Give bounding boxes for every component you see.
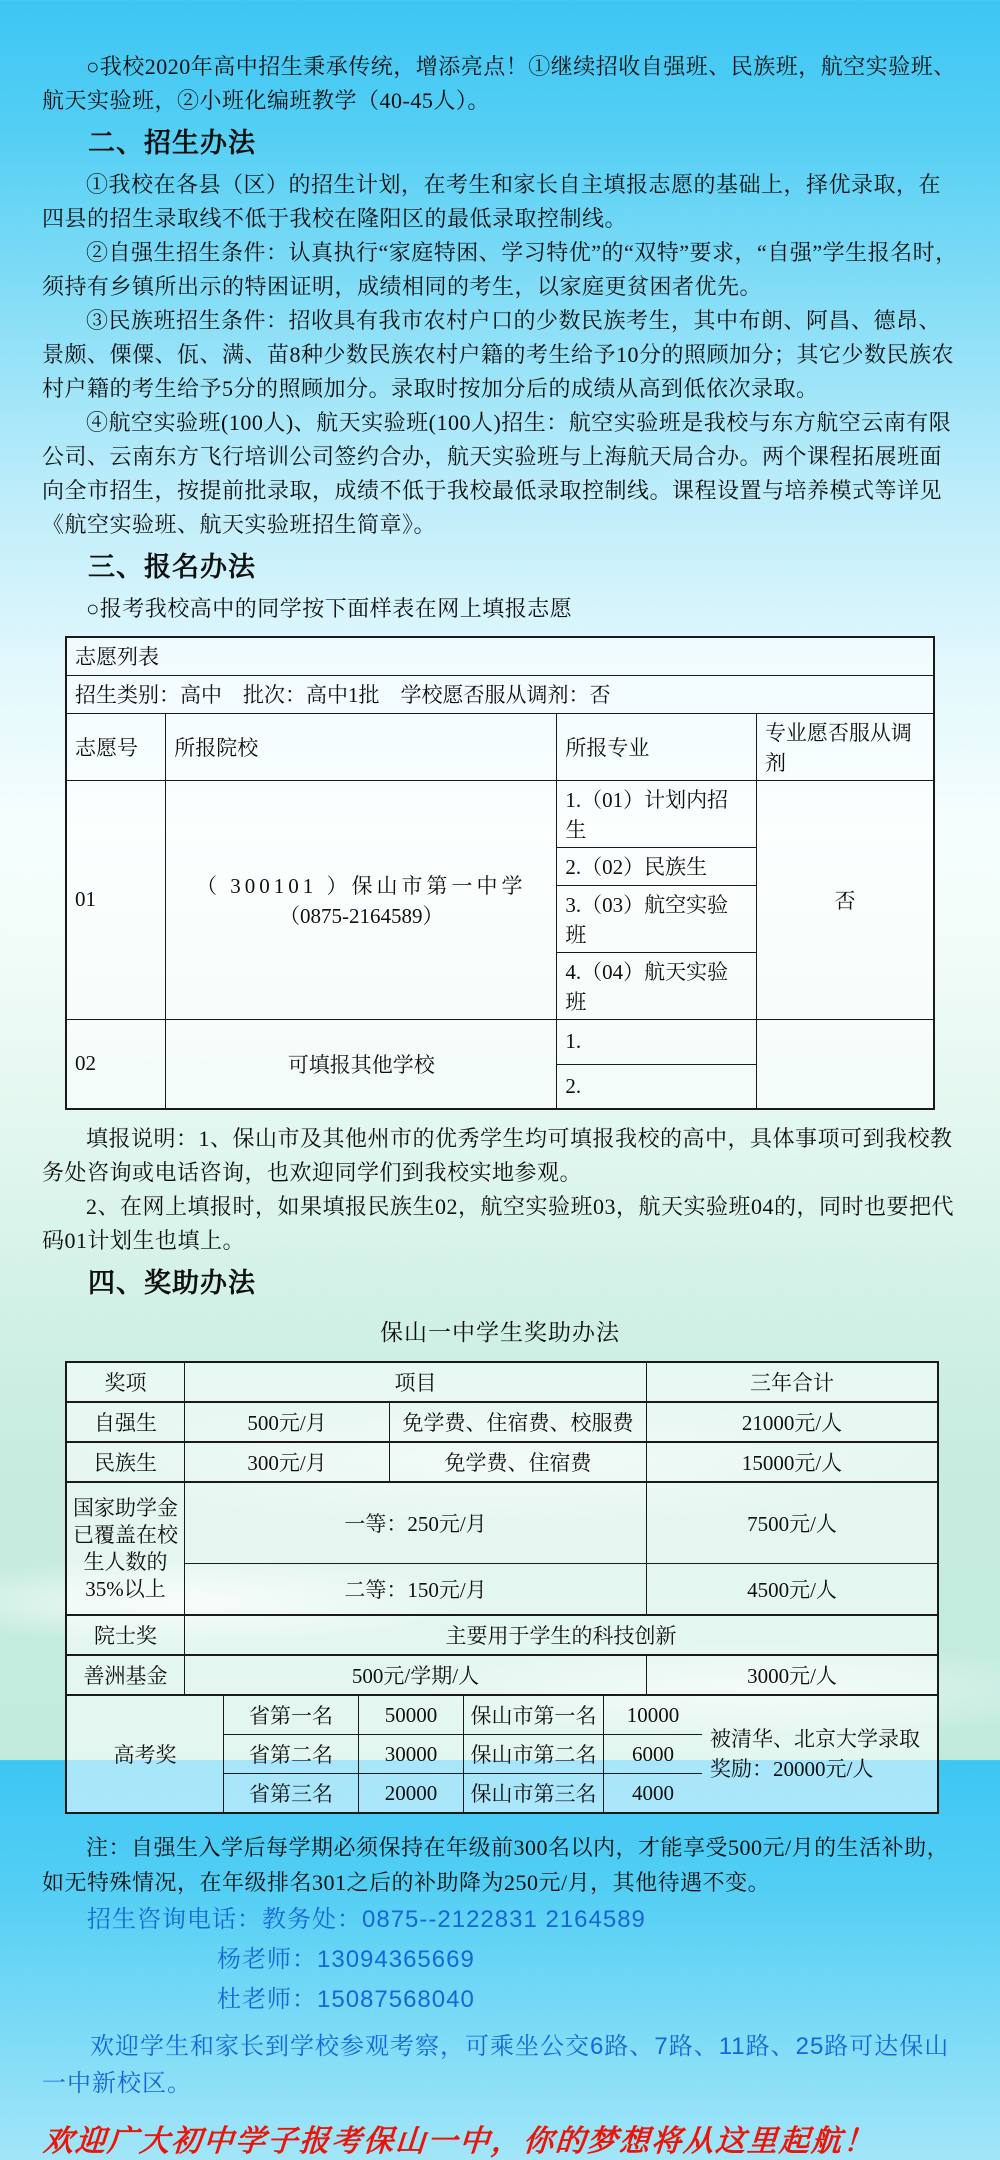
award-cell: 6000 <box>632 1741 674 1766</box>
award-col-header: 项目 <box>185 1363 647 1401</box>
award-cell-grant-label: 国家助学金已覆盖在校生人数的35%以上 <box>67 1483 185 1614</box>
award-cell: 免学费、住宿费、校服费 <box>390 1403 647 1441</box>
fill-note-2: 2、在网上填报时，如果填报民族生02，航空实验班03，航天实验班04的，同时也要把代码01计划生也填上。 <box>42 1194 955 1253</box>
row02-number: 02 <box>66 1019 166 1109</box>
award-cell: 10000 <box>626 1702 680 1727</box>
row01-number: 01 <box>66 780 166 1019</box>
award-cell: 500元/月 <box>185 1403 390 1441</box>
award-cell: 民族生 <box>67 1443 185 1481</box>
award-cell: 50000 <box>359 1696 464 1734</box>
table-row <box>66 1019 934 1064</box>
award-cell: 一等：250元/月 <box>185 1483 647 1563</box>
award-cell: 免学费、住宿费 <box>390 1443 647 1481</box>
volunteer-table <box>65 636 935 1110</box>
section2-item-1: ①我校在各县（区）的招生计划，在考生和家长自主填报志愿的基础上，择优录取，在四县的招生录取线不低于我校在隆阳区的最低录取控制线。 <box>42 172 942 231</box>
award-cell: 20000 <box>359 1774 464 1812</box>
gaokao-subrows <box>224 1696 702 1812</box>
award-cell: 7500元/人 <box>747 1512 837 1536</box>
table-row <box>66 637 934 675</box>
row01-school-name: （ 300101 ）保山市第一中学 <box>196 873 527 898</box>
table-row <box>66 675 934 713</box>
welcome-slogan: 欢迎广大初中学子报考保山一中，你的梦想将从这里起航！ <box>42 2125 877 2158</box>
col-header-volunteer-no: 志愿号 <box>66 713 166 780</box>
award-row-gaokao <box>67 1696 937 1812</box>
row01-major-1: 1.（01）计划内招生 <box>557 780 757 847</box>
contact-teacher-yang: 杨老师：13094365669 <box>217 1946 475 1973</box>
row01-major-2: 2.（02）民族生 <box>557 847 757 885</box>
award-row-zhuxuejin <box>67 1483 937 1616</box>
contact-teacher-du: 杜老师：15087568040 <box>217 1986 475 2013</box>
section2-heading: 二、招生办法 <box>88 128 256 158</box>
row02-major-1: 1. <box>557 1019 757 1064</box>
award-cell-gaokao-note: 被清华、北京大学录取奖励：20000元/人 <box>710 1727 920 1781</box>
row01-major-4: 4.（04）航天实验班 <box>557 952 757 1019</box>
table-header-row <box>66 713 934 780</box>
grant-tier1-row <box>185 1483 937 1564</box>
gaokao-rank3-row <box>224 1774 702 1812</box>
award-header-row <box>67 1363 937 1403</box>
award-cell: 保山市第二名 <box>464 1735 604 1773</box>
gaokao-rank2-row <box>224 1735 702 1774</box>
award-note: 注：自强生入学后每学期必须保持在年级前300名以内，才能享受500元/月的生活补助，如无特殊情况，在年级排名301之后的补助降为250元/月，其他待遇不变。 <box>42 1835 950 1895</box>
row01-school-cell <box>166 780 557 1019</box>
award-cell-gaokao-label: 高考奖 <box>67 1696 224 1812</box>
volunteer-table-meta: 招生类别：高中 批次：高中1批 学校愿否服从调剂：否 <box>66 675 934 713</box>
grant-subrows <box>185 1483 937 1614</box>
award-cell: 30000 <box>359 1735 464 1773</box>
award-cell: 省第二名 <box>224 1735 359 1773</box>
section2-item-2: ②自强生招生条件：认真执行“家庭特困、学习特优”的“双特”要求，“自强”学生报名时，须持有乡镇所出示的特困证明，成绩相同的考生，以家庭更贫困者优先。 <box>42 240 958 299</box>
award-table <box>65 1361 939 1814</box>
award-cell: 院士奖 <box>67 1616 185 1654</box>
grant-tier2-row <box>185 1564 937 1614</box>
award-row-shanzhou <box>67 1656 937 1696</box>
award-row-ziqiang <box>67 1403 937 1443</box>
award-cell: 4500元/人 <box>747 1578 837 1602</box>
row02-adjust <box>756 1019 934 1109</box>
award-cell: 省第一名 <box>224 1696 359 1734</box>
award-cell: 21000元/人 <box>741 1411 843 1435</box>
award-row-yuanshi <box>67 1616 937 1656</box>
award-col-header: 奖项 <box>67 1363 185 1401</box>
award-cell: 善洲基金 <box>67 1656 185 1694</box>
award-cell: 省第三名 <box>224 1774 359 1812</box>
col-header-adjust: 专业愿否服从调剂 <box>756 713 934 780</box>
section3-lead: ○报考我校高中的同学按下面样表在网上填报志愿 <box>86 596 573 621</box>
award-cell: 保山市第三名 <box>464 1774 604 1812</box>
award-cell: 15000元/人 <box>741 1451 843 1475</box>
award-cell: 3000元/人 <box>747 1664 837 1688</box>
section3-heading: 三、报名办法 <box>88 552 256 582</box>
section2-item-4: ④航空实验班(100人)、航天实验班(100人)招生：航空实验班是我校与东方航空云南有限公司、云南东方飞行培训公司签约合办，航天实验班与上海航天局合办。两个课程拓展班面向全市招生，按提前批录取，成绩不低于我校最低录取控制线。课程设置与培养模式等详见《航空实验班、航天实验班招生简章》。 <box>42 410 952 537</box>
col-header-major: 所报专业 <box>557 713 757 780</box>
gaokao-rank1-row <box>224 1696 702 1735</box>
section2-item-3: ③民族班招生条件：招收具有我市农村户口的少数民族考生，其中布朗、阿昌、德昂、景颇、傈僳、佤、满、苗8种少数民族农村户籍的考生给予10分的照顾加分；其它少数民族农村户籍的考生给予5分的照顾加分。录取时按加分后的成绩从高到低依次录取。 <box>42 308 955 401</box>
row02-major-2: 2. <box>557 1064 757 1109</box>
award-col-header: 三年合计 <box>750 1371 834 1395</box>
row01-major-3: 3.（03）航空实验班 <box>557 885 757 952</box>
award-cell: 自强生 <box>67 1403 185 1441</box>
section4-heading: 四、奖助办法 <box>88 1268 256 1298</box>
award-cell: 主要用于学生的科技创新 <box>445 1624 677 1648</box>
row01-school-phone: （0875-2164589） <box>279 903 444 928</box>
award-row-minzu <box>67 1443 937 1483</box>
award-cell: 二等：150元/月 <box>185 1564 647 1614</box>
award-cell: 保山市第一名 <box>464 1696 604 1734</box>
contact-phone-line: 招生咨询电话：教务处：0875--2122831 2164589 <box>87 1906 646 1933</box>
row02-school: 可填报其他学校 <box>166 1019 557 1109</box>
contact-block <box>42 1900 958 2102</box>
fill-note-1: 填报说明：1、保山市及其他州市的优秀学生均可填报我校的高中，具体事项可到我校教务处咨询或电话咨询，也欢迎同学们到我校实地参观。 <box>42 1126 953 1185</box>
row01-adjust: 否 <box>756 780 934 1019</box>
award-cell: 300元/月 <box>185 1443 390 1481</box>
col-header-school: 所报院校 <box>166 713 557 780</box>
volunteer-table-caption: 志愿列表 <box>66 637 934 675</box>
intro-paragraph: ○我校2020年高中招生秉承传统，增添亮点！①继续招收自强班、民族班，航空实验班、航天实验班，②小班化编班教学（40-45人）。 <box>42 54 956 113</box>
award-cell: 500元/学期/人 <box>185 1656 647 1694</box>
table-row <box>66 780 934 847</box>
award-table-title: 保山一中学生奖助办法 <box>380 1320 620 1345</box>
visit-info: 欢迎学生和家长到学校参观考察，可乘坐公交6路、7路、11路、25路可达保山一中新校区。 <box>42 2033 950 2097</box>
award-cell: 4000 <box>632 1780 674 1805</box>
